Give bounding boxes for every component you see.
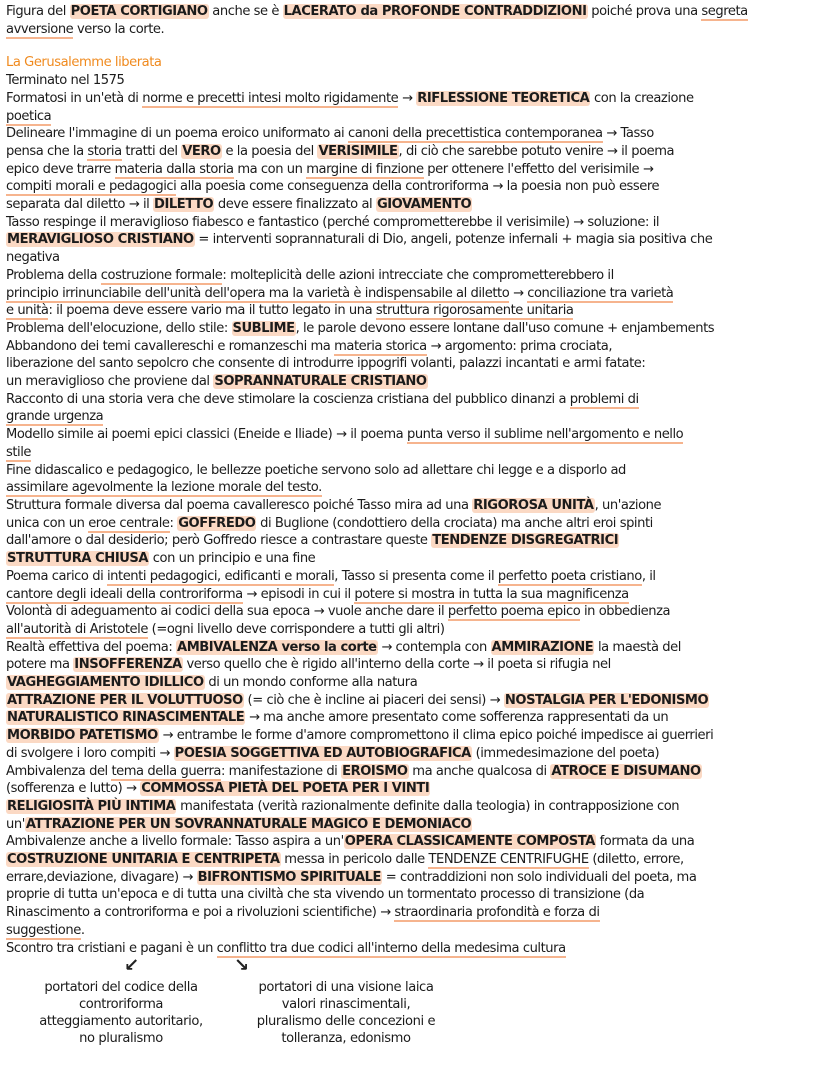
text-run: , Tasso si presenta come il — [334, 568, 498, 584]
text-run: Modello simile ai poemi epici classici (Eneide e Iliade) → il poema — [6, 427, 407, 443]
text-run: di svolgere i loro compiti → — [6, 745, 174, 761]
underlined-text: assimilare agevolmente la lezione morale del testo. — [6, 480, 322, 496]
note-line — [6, 408, 818, 426]
note-line — [6, 249, 818, 267]
text-run: → argomento: prima crociata, — [426, 338, 613, 354]
highlighted-term: ATTRAZIONE PER UN SOVRANNATURALE MAGICO E DEMONIACO — [25, 816, 472, 832]
text-run: alla poesia come conseguenza della controriforma → la poesia non può essere — [176, 179, 660, 195]
text-run: verso la corte. — [73, 21, 165, 37]
note-line — [6, 462, 818, 480]
text-run: proprie di tutta un'epoca e di tutta una civiltà che sta vivendo un tormentato processo di transizione (da — [6, 887, 645, 903]
text-run: → ma anche amore presentato come sofferenza rappresentati da un — [245, 710, 669, 726]
note-line — [6, 922, 818, 940]
left-line: atteggiamento autoritario, — [39, 1014, 203, 1030]
highlighted-term: NATURALISTICO RINASCIMENTALE — [7, 710, 245, 726]
text-run: Volontà di adeguamento ai codici della sua epoca → vuole anche dare il — [6, 604, 448, 620]
text-run: verso quello che è rigido all'interno della corte → il poeta si rifugia nel — [182, 657, 611, 673]
note-line — [6, 54, 818, 72]
text-run: epico deve trarre — [6, 161, 115, 177]
note-line — [6, 515, 818, 533]
text-run: Racconto di una storia vera che deve stimolare la coscienza cristiana del pubblico dinanzi a — [6, 391, 570, 407]
note-line — [6, 674, 818, 692]
underlined-text: canoni della precettistica contemporanea — [347, 126, 603, 142]
text-run: di un mondo conforme alla natura — [204, 675, 418, 691]
text-run: (=ogni livello deve corrispondere a tutti gli altri) — [147, 621, 445, 637]
text-run: messa in pericolo dalle — [280, 852, 429, 868]
note-line — [6, 267, 818, 285]
note-line — [6, 302, 818, 320]
text-run: unica con un — [6, 515, 89, 531]
text-run: , un'azione — [594, 497, 662, 513]
note-line — [6, 444, 818, 462]
note-line — [6, 816, 818, 834]
highlighted-term: ATROCE E DISUMANO — [551, 763, 701, 779]
two-codes-diagram — [6, 955, 818, 1059]
underlined-text: suggestione — [6, 922, 81, 938]
note-line — [6, 178, 818, 196]
right-branch-arrow: ↘ — [234, 955, 250, 977]
text-run: Scontro tra cristiani e pagani è un — [6, 940, 217, 956]
underlined-text: straordinaria profondità e forza di — [394, 905, 600, 921]
highlighted-term: SOPRANNATURALE CRISTIANO — [214, 374, 427, 390]
underlined-text: TENDENZE CENTRIFUGHE — [428, 852, 589, 868]
section-heading: La Gerusalemme liberata — [6, 55, 162, 71]
highlighted-term: ATTRAZIONE PER IL VOLUTTUOSO — [7, 692, 243, 708]
highlighted-term: BIFRONTISMO SPIRITUALE — [197, 869, 382, 885]
highlighted-term: POESIA SOGGETTIVA ED AUTOBIOGRAFICA — [174, 745, 471, 761]
text-run: Realtà effettiva del poema: — [6, 639, 177, 655]
highlighted-term: INSOFFERENZA — [74, 657, 182, 673]
text-run: formata da una — [595, 834, 695, 850]
note-line — [6, 709, 818, 727]
note-line — [6, 143, 818, 161]
highlighted-term: RELIGIOSITÀ PIÙ INTIMA — [7, 798, 176, 814]
underlined-text: cantore degli ideali della controriforma — [6, 586, 243, 602]
note-line — [6, 72, 818, 90]
note-line — [6, 497, 818, 515]
text-run: Abbandono dei temi cavallereschi e romanzeschi ma — [6, 338, 335, 354]
text-run: Terminato nel 1575 — [6, 73, 125, 89]
text-run: → Tasso — [602, 126, 654, 142]
right-line: portatori di una visione laica — [258, 980, 434, 996]
underlined-text: e unità — [6, 303, 49, 319]
text-run: Poema carico di — [6, 568, 107, 584]
highlighted-term: DILETTO — [154, 197, 214, 213]
text-run: , le parole devono essere lontane dall'uso comune + enjambements — [295, 320, 715, 336]
highlighted-term: POETA CORTIGIANO — [70, 4, 208, 19]
underlined-text: eroe centrale — [88, 515, 170, 531]
underlined-text: norme e precetti intesi molto rigidamente — [142, 90, 399, 106]
left-line: portatori del codice della — [44, 980, 198, 996]
note-line — [6, 338, 818, 356]
highlighted-term: VERISIMILE — [318, 143, 398, 159]
notes-body — [6, 3, 818, 957]
note-line — [6, 904, 818, 922]
underlined-text: problemi di — [569, 391, 639, 407]
text-run: deve essere finalizzato al — [214, 197, 376, 213]
text-run: ma con un — [233, 161, 307, 177]
highlighted-term: VAGHEGGIAMENTO IDILLICO — [7, 675, 204, 691]
note-line — [6, 426, 818, 444]
right-line: pluralismo delle concezioni e — [256, 1014, 436, 1030]
highlighted-term: TENDENZE DISGREGATRICI — [432, 533, 619, 549]
underlined-text: principio irrinunciabile dell'unità dell'opera ma la varietà è indispensabile al diletto — [6, 285, 510, 301]
text-run: Formatosi in un'età di — [6, 90, 143, 106]
underlined-text: grande urgenza — [6, 409, 104, 425]
underlined-text: segreta — [701, 4, 748, 19]
note-line — [6, 90, 818, 108]
text-run: → episodi in cui il — [242, 586, 355, 602]
underlined-text: punta verso il sublime nell'argomento e nello — [406, 427, 684, 443]
left-branch-text — [10, 979, 232, 1047]
underlined-text: struttura rigorosamente unitaria — [375, 303, 574, 319]
highlighted-term: COMMOSSA PIETÀ DEL POETA PER I VINTI — [141, 781, 430, 797]
text-run: con la creazione — [590, 90, 694, 106]
note-line — [6, 586, 818, 604]
note-line — [6, 639, 818, 657]
underlined-text: potere si mostra in tutta la sua magnificenza — [354, 586, 629, 602]
highlighted-term: COSTRUZIONE UNITARIA E CENTRIPETA — [7, 852, 280, 868]
text-run: errare,deviazione, divagare) → — [6, 869, 197, 885]
highlighted-term: NOSTALGIA PER L'EDONISMO — [504, 692, 709, 708]
spacer — [6, 38, 818, 54]
highlighted-term: EROISMO — [342, 763, 408, 779]
underlined-text: costruzione formale — [100, 267, 223, 283]
text-run: con un principio e una fine — [149, 551, 316, 567]
underlined-text: materia dalla storia — [114, 161, 234, 177]
text-run: Struttura formale diversa dal poema cavalleresco poiché Tasso mira ad una — [6, 497, 473, 513]
right-line: valori rinascimentali, — [281, 997, 411, 1013]
underlined-text: tema della guerra — [111, 763, 221, 779]
text-run: = contraddizioni non solo individuali del poeta, ma — [382, 869, 697, 885]
text-run: poiché prova una — [587, 4, 702, 19]
note-line — [6, 532, 818, 550]
text-run: (diletto, errore, — [588, 852, 684, 868]
text-run: liberazione del santo sepolcro che consente di introdurre ippogrifi volanti, palazzi incantati e armi fatate: — [6, 356, 646, 372]
text-run: = interventi soprannaturali di Dio, angeli, potenze infernali + magia sia positiva che — [194, 232, 713, 248]
note-line — [6, 320, 818, 338]
text-run: → — [509, 285, 528, 301]
note-line — [6, 373, 818, 391]
highlighted-term: SUBLIME — [232, 320, 295, 336]
note-line — [6, 285, 818, 303]
underlined-text: poetica — [6, 108, 52, 124]
right-line: tolleranza, edonismo — [281, 1031, 411, 1047]
note-line — [6, 161, 818, 179]
note-line — [6, 21, 818, 39]
underlined-text: stile — [6, 444, 32, 460]
note-line — [6, 798, 818, 816]
note-line — [6, 603, 818, 621]
text-run: : manifestazione di — [221, 763, 342, 779]
text-run: (= ciò che è incline ai piaceri dei sensi) → — [243, 692, 504, 708]
highlighted-term: STRUTTURA CHIUSA — [7, 551, 149, 567]
text-run: per ottenere l'effetto del verisimile → — [423, 161, 654, 177]
note-line — [6, 763, 818, 781]
note-line — [6, 851, 818, 869]
note-line — [6, 355, 818, 373]
text-run: dall'amore o dal desiderio; però Goffredo riesce a contrastare queste — [6, 533, 432, 549]
highlighted-term: AMBIVALENZA verso la corte — [177, 639, 377, 655]
highlighted-term: MERAVIGLIOSO CRISTIANO — [7, 232, 194, 248]
highlighted-term: RIFLESSIONE TEORETICA — [417, 90, 590, 106]
note-line — [6, 550, 818, 568]
highlighted-term: GOFFREDO — [178, 515, 256, 531]
note-line — [6, 621, 818, 639]
note-line — [6, 727, 818, 745]
highlighted-term: RIGOROSA UNITÀ — [473, 497, 594, 513]
text-run: (sofferenza e lutto) → — [6, 781, 141, 797]
text-run: Problema dell'elocuzione, dello stile: — [6, 320, 232, 336]
text-run: Fine didascalico e pedagogico, le bellezze poetiche servono solo ad allettare chi legge e a disporlo ad — [6, 462, 626, 478]
text-run: : molteplicità delle azioni intrecciate che comprometterebbero il — [222, 267, 614, 283]
underlined-text: materia storica — [334, 338, 427, 354]
note-line — [6, 692, 818, 710]
left-line: no pluralismo — [79, 1031, 163, 1047]
underlined-text: perfetto poeta cristiano — [497, 568, 642, 584]
note-line — [6, 833, 818, 851]
highlighted-term: GIOVAMENTO — [376, 197, 472, 213]
text-run: negativa — [6, 250, 60, 266]
highlighted-term: VERO — [182, 143, 221, 159]
underlined-text: conciliazione tra varietà — [527, 285, 674, 301]
note-line — [6, 196, 818, 214]
text-run: , di ciò che sarebbe potuto venire → il poema — [398, 143, 675, 159]
text-run: Rinascimento a controriforma e poi a rivoluzioni scientifiche) → — [6, 905, 395, 921]
underlined-text: compiti morali e pedagogici — [6, 179, 177, 195]
text-run: di Buglione (condottiero della crociata) ma anche altri eroi spinti — [256, 515, 653, 531]
highlighted-term: OPERA CLASSICAMENTE COMPOSTA — [344, 834, 595, 850]
text-run: pensa che la — [6, 143, 88, 159]
note-line — [6, 869, 818, 887]
highlighted-term: LACERATO da PROFONDE CONTRADDIZIONI — [283, 4, 587, 19]
text-run: (immedesimazione del poeta) — [471, 745, 660, 761]
underlined-text: all'autorità di Aristotele — [6, 621, 148, 637]
note-line — [6, 568, 818, 586]
underlined-text: avversione — [6, 21, 74, 37]
left-line: controriforma — [78, 997, 164, 1013]
text-run: in obbedienza — [580, 604, 671, 620]
text-run: → — [398, 90, 417, 106]
note-line — [6, 214, 818, 232]
note-line — [6, 479, 818, 497]
text-run: manifestata (verità razionalmente definite dalla teologia) in contrapposizione con — [176, 798, 680, 814]
text-run: un' — [6, 816, 25, 832]
underlined-text: intenti pedagogici, edificanti e morali — [106, 568, 335, 584]
underlined-text: conflitto tra due codici all'interno della medesima cultura — [216, 940, 566, 956]
note-line — [6, 108, 818, 126]
text-run: . — [80, 922, 85, 938]
text-run: anche se è — [208, 4, 283, 19]
left-branch-arrow: ↙ — [124, 955, 140, 977]
text-run: potere ma — [6, 657, 74, 673]
text-run: Ambivalenze anche a livello formale: Tasso aspira a un' — [6, 834, 344, 850]
text-run: tratti del — [121, 143, 182, 159]
text-run: Ambivalenza del — [6, 763, 112, 779]
underlined-text: perfetto poema epico — [447, 604, 581, 620]
note-line — [6, 780, 818, 798]
text-run: Figura del — [6, 4, 70, 19]
text-run: → contempla con — [377, 639, 491, 655]
text-run: Tasso respinge il meraviglioso fiabesco e fantastico (perché comprometterebbe il verisimile) → soluzione: il — [6, 214, 660, 230]
text-run: Problema della — [6, 267, 101, 283]
underlined-text: storia — [87, 143, 122, 159]
text-run: ma anche qualcosa di — [408, 763, 551, 779]
note-line — [6, 125, 818, 143]
text-run: Delineare l'immagine di un poema eroico uniformato ai — [6, 126, 348, 142]
text-run: separata dal diletto → il — [6, 197, 154, 213]
note-line — [6, 886, 818, 904]
text-run: la maestà del — [594, 639, 681, 655]
text-run: : — [169, 515, 178, 531]
note-line — [6, 231, 818, 249]
text-run: : il poema deve essere vario ma il tutto legato in una — [48, 303, 376, 319]
text-run: , il — [641, 568, 656, 584]
highlighted-term: AMMIRAZIONE — [491, 639, 594, 655]
note-line — [6, 745, 818, 763]
text-run: e la poesia del — [221, 143, 318, 159]
text-run: un meraviglioso che proviene dal — [6, 374, 214, 390]
note-line — [6, 391, 818, 409]
underlined-text: margine di finzione — [306, 161, 424, 177]
right-branch-text — [232, 979, 460, 1047]
text-run: → entrambe le forme d'amore compromettono il clima epico poiché impedisce ai guerrieri — [158, 728, 714, 744]
note-line — [6, 3, 818, 21]
note-line — [6, 656, 818, 674]
highlighted-term: MORBIDO PATETISMO — [7, 728, 158, 744]
